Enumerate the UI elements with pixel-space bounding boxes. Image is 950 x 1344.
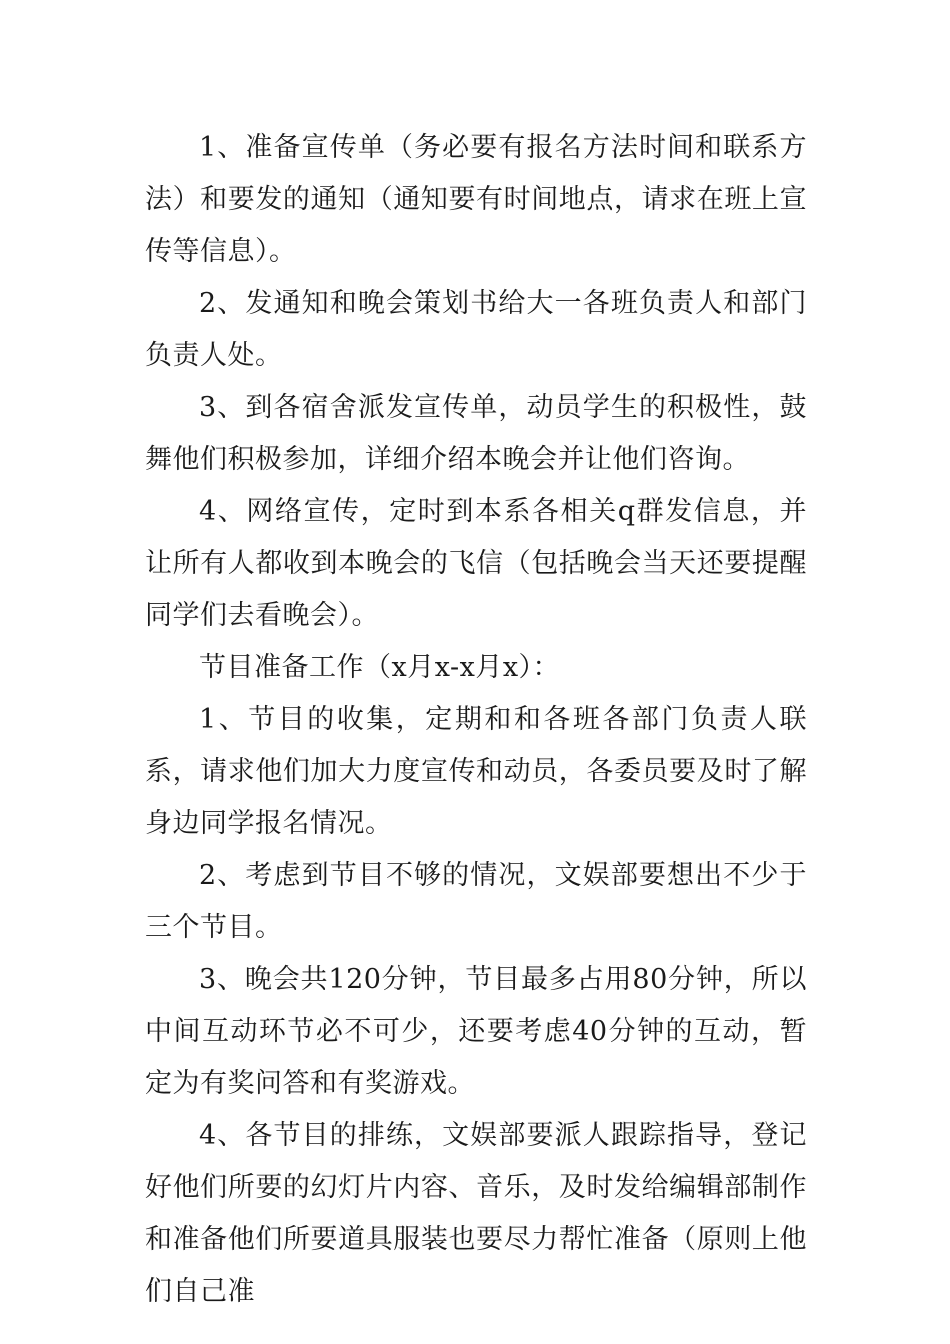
paragraph-notice-distribution: 2、发通知和晚会策划书给大一各班负责人和部门负责人处。 bbox=[145, 288, 807, 371]
paragraph-online-publicity: 4、网络宣传，定时到本系各相关q群发信息，并让所有人都收到本晚会的飞信（包括晚会当天还要提醒同学们去看晚会）。 bbox=[145, 496, 807, 631]
paragraph-rehearsal: 4、各节目的排练，文娱部要派人跟踪指导，登记好他们所要的幻灯片内容、音乐，及时发给编辑部制作和准备他们所要道具服装也要尽力帮忙准备（原则上他们自己准 bbox=[145, 1120, 807, 1307]
paragraph-backup-programs: 2、考虑到节目不够的情况，文娱部要想出不少于三个节目。 bbox=[145, 860, 807, 943]
paragraph-program-collection: 1、节目的收集，定期和和各班各部门负责人联系，请求他们加大力度宣传和动员，各委员要及时了解身边同学报名情况。 bbox=[145, 704, 807, 839]
paragraph-schedule: 3、晚会共120分钟，节目最多占用80分钟，所以中间互动环节必不可少，还要考虑40分钟的互动，暂定为有奖问答和有奖游戏。 bbox=[145, 964, 807, 1099]
paragraph-publicity-flyer: 1、准备宣传单（务必要有报名方法时间和联系方法）和要发的通知（通知要有时间地点，请求在班上宣传等信息）。 bbox=[145, 132, 807, 267]
paragraph-dorm-flyers: 3、到各宿舍派发宣传单，动员学生的积极性，鼓舞他们积极参加，详细介绍本晚会并让他们咨询。 bbox=[145, 392, 807, 475]
document-body bbox=[145, 122, 807, 1318]
section-heading-program-prep: 节目准备工作（x月x-x月x）： bbox=[199, 652, 561, 683]
